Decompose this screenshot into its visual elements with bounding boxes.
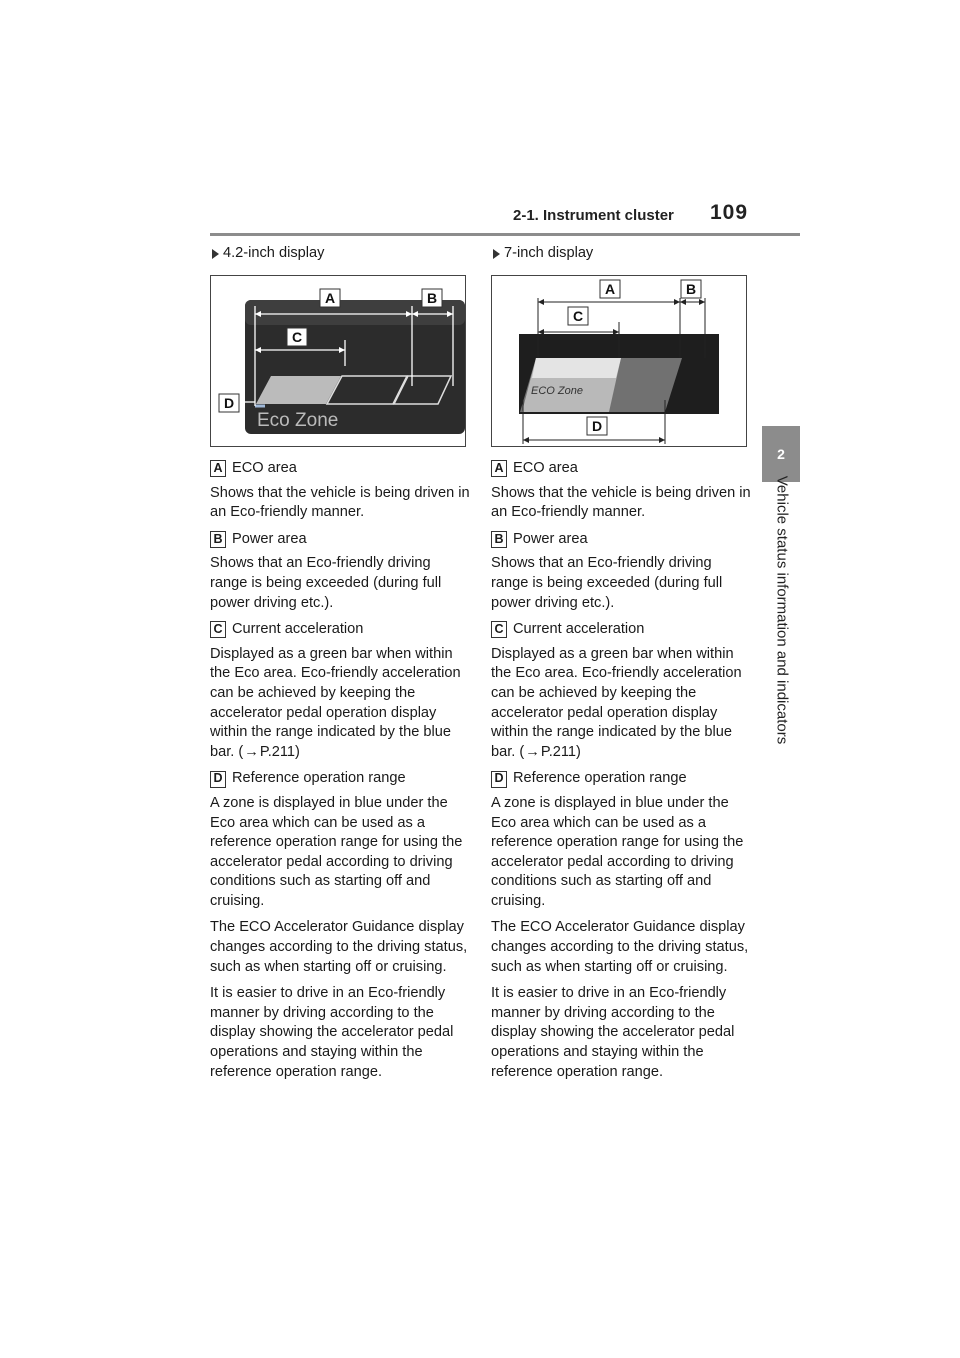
item-body: Shows that the vehicle is being driven in an Eco-friendly manner. bbox=[210, 484, 470, 521]
figure-label-b: B bbox=[427, 290, 438, 306]
item-title: Power area bbox=[513, 530, 588, 547]
badge-b: B bbox=[491, 531, 507, 548]
item-body: The ECO Accelerator Guidance display changes according to the driving status, such as when starting off or cruising. bbox=[491, 919, 749, 975]
figure-label-d: D bbox=[592, 418, 603, 434]
item-reference-operation-range bbox=[210, 769, 470, 1082]
figure-label-c: C bbox=[292, 329, 303, 345]
chapter-tab: 2 bbox=[762, 426, 800, 482]
eco-gauge-illustration bbox=[492, 276, 748, 448]
item-title: Power area bbox=[232, 530, 307, 547]
item-title: Current acceleration bbox=[232, 621, 364, 638]
item-title: ECO area bbox=[513, 460, 578, 476]
section-heading bbox=[210, 244, 470, 264]
page-number: 109 bbox=[710, 201, 749, 224]
section-title: 2-1. Instrument cluster bbox=[513, 207, 674, 224]
page-reference-link[interactable]: P.211 bbox=[540, 743, 577, 760]
item-title: Current acceleration bbox=[513, 621, 645, 638]
item-reference-operation-range bbox=[491, 769, 751, 1082]
item-body: It is easier to drive in an Eco-friendly manner by driving according to the display showing the accelerator pedal operations and staying within the reference operation range. bbox=[491, 985, 735, 1080]
figure-7-inch-display bbox=[491, 275, 747, 447]
item-body: Shows that an Eco-friendly driving range is being exceeded (during full power driving etc.). bbox=[491, 555, 723, 611]
figure-eco-zone-text: Eco Zone bbox=[257, 410, 339, 431]
badge-a: A bbox=[491, 460, 507, 477]
left-column bbox=[210, 244, 470, 1089]
figure-label-d: D bbox=[224, 395, 235, 411]
item-current-acceleration bbox=[491, 620, 751, 762]
item-title: Reference operation range bbox=[232, 770, 406, 787]
item-body: A zone is displayed in blue under the Eco area which can be used as a reference operation range for using the accelerator pedal according to driving conditions such as starting off and cruising. bbox=[491, 794, 744, 909]
badge-c: C bbox=[210, 621, 226, 638]
badge-d: D bbox=[210, 771, 226, 788]
triangle-right-icon bbox=[212, 249, 219, 259]
figure-label-b: B bbox=[686, 281, 697, 297]
figure-label-a: A bbox=[325, 290, 336, 306]
item-body: The ECO Accelerator Guidance display changes according to the driving status, such as when starting off or cruising. bbox=[210, 919, 468, 975]
item-power-area bbox=[491, 530, 751, 613]
right-column bbox=[491, 244, 751, 1089]
arrow-right-icon: → bbox=[244, 743, 259, 760]
eco-gauge-illustration bbox=[211, 276, 467, 448]
item-body: It is easier to drive in an Eco-friendly manner by driving according to the display showing the accelerator pedal operations and staying within the reference operation range. bbox=[210, 985, 454, 1080]
figure-label-a: A bbox=[605, 281, 616, 297]
item-body: Displayed as a green bar when within the Eco area. Eco-friendly acceleration can be achieved by keeping the accelerator pedal operation display within the range indicated by the blue bar. (→P.211) bbox=[210, 645, 470, 763]
page-reference-link[interactable]: P.211 bbox=[259, 743, 296, 760]
item-power-area bbox=[210, 530, 470, 613]
section-heading-label: 7-inch display bbox=[504, 245, 594, 262]
item-body: Displayed as a green bar when within the Eco area. Eco-friendly acceleration can be achieved by keeping the accelerator pedal operation display within the range indicated by the blue bar. (→P.211) bbox=[491, 645, 751, 763]
figure-label-c: C bbox=[573, 308, 584, 324]
item-eco-area bbox=[210, 459, 470, 523]
item-body: Shows that an Eco-friendly driving range is being exceeded (during full power driving etc.). bbox=[210, 555, 442, 611]
arrow-right-icon: → bbox=[525, 743, 540, 760]
section-heading-label: 4.2-inch display bbox=[223, 245, 325, 262]
figure-eco-zone-text: ECO Zone bbox=[531, 385, 583, 397]
badge-a: A bbox=[210, 460, 226, 477]
badge-c: C bbox=[491, 621, 507, 638]
chapter-side-label: Vehicle status information and indicators bbox=[773, 475, 791, 745]
item-current-acceleration bbox=[210, 620, 470, 762]
item-title: ECO area bbox=[232, 460, 297, 476]
item-body: Shows that the vehicle is being driven in an Eco-friendly manner. bbox=[491, 484, 751, 521]
header-rule bbox=[210, 233, 800, 236]
figure-4-2-inch-display bbox=[210, 275, 466, 447]
triangle-right-icon bbox=[493, 249, 500, 259]
section-heading bbox=[491, 244, 751, 264]
badge-b: B bbox=[210, 531, 226, 548]
item-body: A zone is displayed in blue under the Eco area which can be used as a reference operation range for using the accelerator pedal according to driving conditions such as starting off and cruising. bbox=[210, 794, 463, 909]
badge-d: D bbox=[491, 771, 507, 788]
item-eco-area bbox=[491, 459, 751, 523]
item-title: Reference operation range bbox=[513, 770, 687, 787]
